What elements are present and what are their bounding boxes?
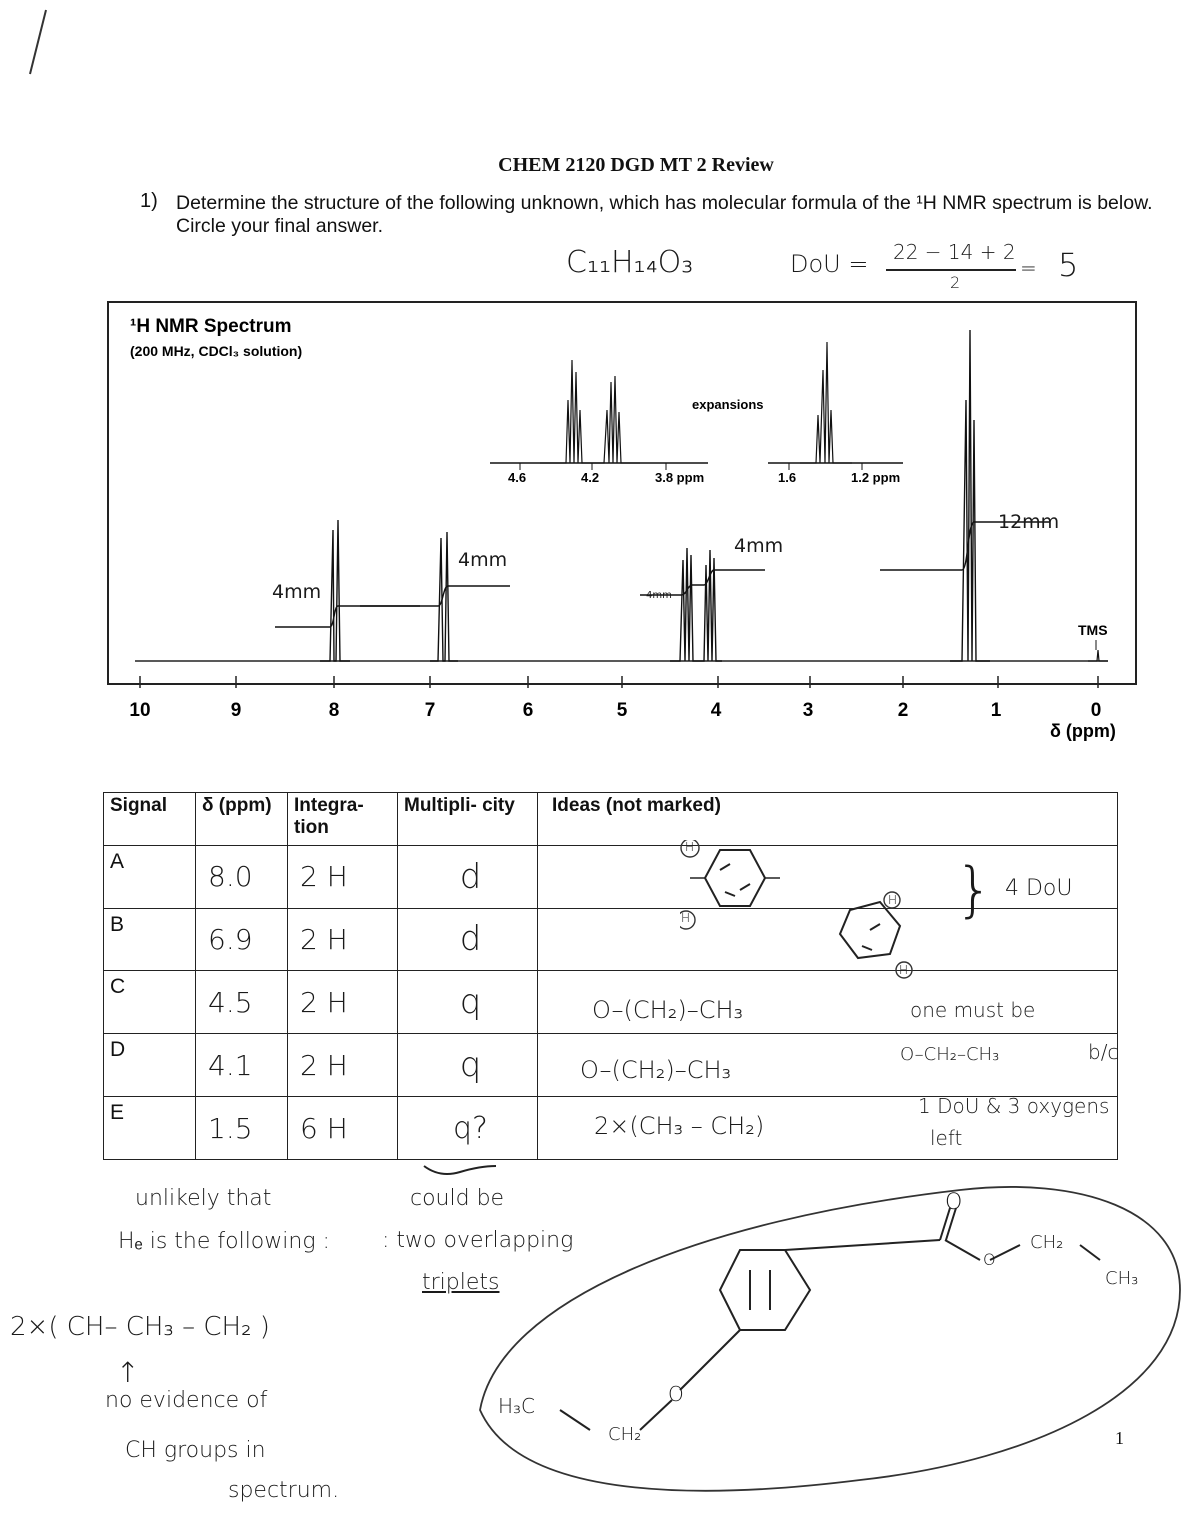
row-signal: C [104,971,196,1034]
row-integration: 2 H [288,908,398,971]
axis-tick-1: 1 [990,700,1002,721]
peak-d [700,550,722,661]
expansion-inset-1 [490,360,708,470]
page-number: 1 [1115,1428,1124,1448]
idea-must-2: O–CH₂–CH₃ [900,1044,1000,1065]
note-q-2: : two overlapping [382,1228,574,1253]
ring-h-label-1: H [685,840,695,854]
integral-label-d: 4mm [734,535,784,557]
idea-must-4: 1 DoU & 3 oxygens [918,1094,1110,1118]
inset2-tick-0: 1.6 [778,470,797,485]
row-shift: 4.1 [196,1034,288,1097]
struct-ch2-b: CH₂ [608,1424,642,1445]
row-signal: B [104,908,196,971]
idea-ab-dou: 4 DoU [1005,876,1073,901]
axis-tick-9: 9 [230,700,242,721]
expansions-label: expansions [692,397,764,412]
axis-tick-10: 10 [129,700,151,721]
row-integration: 2 H [288,1034,398,1097]
axis-tick-4: 4 [710,700,722,721]
row-multiplicity: q [398,1034,538,1097]
molecular-formula: C₁₁H₁₄O₃ [566,245,694,280]
struct-h3c: H₃C [498,1394,536,1418]
spectrum-title: ¹H NMR Spectrum [130,316,292,337]
benzene-sketch-2 [820,890,930,980]
row-shift: 4.5 [196,971,288,1034]
axis-tick-7: 7 [424,700,436,721]
integral-a [275,606,420,627]
nmr-spectrum-figure [0,0,1200,760]
page-title: CHEM 2120 DGD MT 2 Review [498,154,774,176]
row-multiplicity: q [398,971,538,1034]
row-integration: 2 H [288,845,398,908]
note-q-1: could be [410,1186,505,1211]
idea-must-5: left [930,1126,963,1150]
row-signal: E [104,1097,196,1160]
axis-tick-5: 5 [616,700,628,721]
struct-o-ether: O [668,1382,684,1406]
inset1-tick-1: 4.2 [581,470,600,485]
ring-h-label-3: H [888,893,898,907]
idea-c: O–(CH₂)–CH₃ [592,996,744,1024]
axis-tick-8: 8 [328,700,340,721]
note-e-6: spectrum. [228,1478,340,1503]
note-q-3: triplets [422,1270,500,1295]
note-e-4: no evidence of [105,1388,268,1413]
header-shift: δ (ppm) [196,793,288,846]
spectrum-subtitle: (200 MHz, CDCl₃ solution) [130,343,303,359]
idea-must-1: one must be [910,998,1036,1022]
dou-label: DoU = [790,250,869,278]
inset2-tick-1: 1.2 ppm [851,470,901,485]
idea-must-3: b/c [1088,1040,1119,1064]
row-shift: 6.9 [196,908,288,971]
note-e-1: unlikely that [135,1186,272,1211]
axis-tick-0: 0 [1090,700,1102,721]
dou-equals: = [1020,256,1037,280]
peak-a [320,520,350,661]
axis-label: δ (ppm) [1050,721,1116,741]
note-e-5: CH groups in [125,1438,266,1463]
peak-tms [1088,650,1108,661]
final-structure-drawing [440,1160,1200,1530]
arrow-up-icon: ↑ [116,1356,140,1389]
integral-label-e: 12mm [998,511,1060,533]
row-signal: D [104,1034,196,1097]
struct-ch2: CH₂ [1030,1232,1064,1253]
integral-label-c: 4mm [646,590,672,601]
row-signal: A [104,845,196,908]
header-signal: Signal [104,793,196,846]
ring-h-label-4: H [899,963,909,977]
integral-label-b: 4mm [458,549,508,571]
expansion-inset-2 [768,342,903,470]
axis-tick-3: 3 [802,700,814,721]
dou-result: 5 [1058,246,1079,284]
table-header-row [104,793,1118,846]
question-number: 1) [140,190,158,212]
row-shift: 1.5 [196,1097,288,1160]
note-e-2: Hₑ is the following : [118,1229,330,1254]
header-multiplicity: Multipli- city [398,793,538,846]
tms-label: TMS [1078,622,1108,638]
spectrum-frame [108,302,1136,684]
peak-e [950,330,990,661]
peak-b [430,532,458,661]
integral-label-a: 4mm [272,581,322,603]
benzene-sketch-1 [680,840,790,930]
row-shift: 8.0 [196,845,288,908]
question-text: Determine the structure of the following unknown, which has molecular formula of the ¹H NMR spectrum is below. Circle your final answer. [176,192,1153,237]
struct-o-top: O [945,1190,963,1215]
peak-c [670,548,700,661]
inset1-tick-0: 4.6 [508,470,527,485]
row-integration: 6 H [288,1097,398,1160]
idea-d: O–(CH₂)–CH₃ [580,1056,732,1084]
struct-ch3: CH₃ [1105,1268,1139,1289]
idea-e: 2×(CH₃ – CH₂) [594,1112,765,1140]
integral-b [360,586,510,606]
row-multiplicity: q? [398,1097,538,1160]
ring-h-label-2: H [681,911,691,925]
dou-denominator: 2 [950,273,961,292]
row-multiplicity: d [398,845,538,908]
note-e-3: 2×( CH– CH₃ – CH₂ ) [10,1312,270,1342]
inset1-tick-2: 3.8 ppm [655,470,705,485]
axis-ticks [140,676,1098,688]
header-integration: Integra- tion [288,793,398,846]
axis-tick-6: 6 [522,700,534,721]
row-integration: 2 H [288,971,398,1034]
axis-tick-2: 2 [897,700,909,721]
struct-o-ester: O [983,1250,996,1269]
header-ideas: Ideas (not marked) [538,793,1118,846]
row-multiplicity: d [398,908,538,971]
idea-ab-brace: } [955,855,994,925]
dou-numerator: 22 − 14 + 2 [893,240,1016,264]
